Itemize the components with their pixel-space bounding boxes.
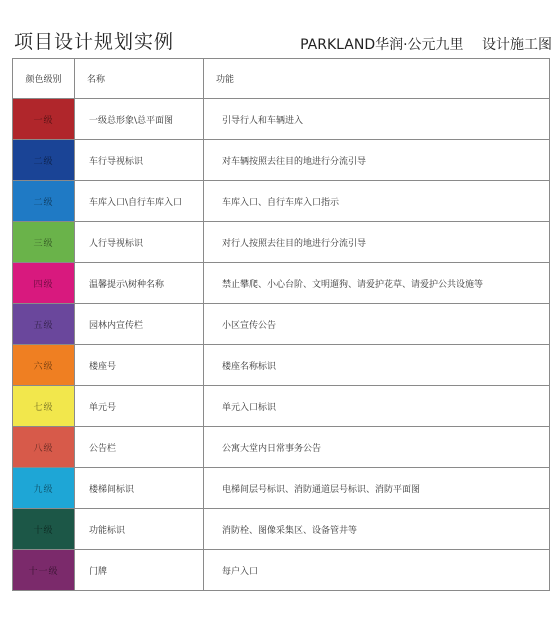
sign-name-cell: 楼梯间标识: [75, 468, 204, 509]
sign-name-cell: 功能标识: [75, 509, 204, 550]
sign-function-cell: 引导行人和车辆进入: [204, 99, 550, 140]
sign-name-cell: 人行导视标识: [75, 222, 204, 263]
sign-name-cell: 一级总形象\总平面图: [75, 99, 204, 140]
level-color-swatch: 五级: [13, 304, 75, 345]
project-name: PARKLAND华润·公元九里: [300, 37, 464, 53]
table-row: [13, 427, 550, 468]
level-color-swatch: 四级: [13, 263, 75, 304]
sign-name-cell: 公告栏: [75, 427, 204, 468]
table-body: [13, 99, 550, 591]
page-title: 项目设计规划实例: [14, 31, 175, 53]
sign-function-cell: 消防栓、图像采集区、设备管井等: [204, 509, 550, 550]
table-row: [13, 345, 550, 386]
sign-name-cell: 楼座号: [75, 345, 204, 386]
sign-function-cell: 每户入口: [204, 550, 550, 591]
level-color-swatch: 十一级: [13, 550, 75, 591]
table-row: [13, 99, 550, 140]
table-header-row: [13, 59, 550, 99]
table-row: [13, 263, 550, 304]
sign-name-cell: 车行导视标识: [75, 140, 204, 181]
table-row: [13, 304, 550, 345]
sign-function-cell: 公寓大堂内日常事务公告: [204, 427, 550, 468]
level-color-swatch: 九级: [13, 468, 75, 509]
sign-function-cell: 小区宣传公告: [204, 304, 550, 345]
table-row: [13, 386, 550, 427]
sign-name-cell: 门牌: [75, 550, 204, 591]
sign-function-cell: 楼座名称标识: [204, 345, 550, 386]
column-header-function: 功能: [204, 59, 550, 99]
signage-level-table: [12, 58, 550, 591]
level-color-swatch: 七级: [13, 386, 75, 427]
sign-name-cell: 单元号: [75, 386, 204, 427]
sign-function-cell: 对车辆按照去往目的地进行分流引导: [204, 140, 550, 181]
sign-name-cell: 车库入口\自行车库入口: [75, 181, 204, 222]
table-row: [13, 550, 550, 591]
sign-function-cell: 电梯间层号标识、消防通道层号标识、消防平面图: [204, 468, 550, 509]
project-header: [300, 34, 552, 54]
level-color-swatch: 二级: [13, 181, 75, 222]
table-row: [13, 140, 550, 181]
sign-function-cell: 车库入口、自行车库入口指示: [204, 181, 550, 222]
level-color-swatch: 三级: [13, 222, 75, 263]
level-color-swatch: 一级: [13, 99, 75, 140]
table-row: [13, 222, 550, 263]
level-color-swatch: 八级: [13, 427, 75, 468]
column-header-level: 颜色级别: [13, 59, 75, 99]
sign-name-cell: 温馨提示\树种名称: [75, 263, 204, 304]
sign-function-cell: 禁止攀爬、小心台阶、文明遛狗、请爱护花草、请爱护公共设施等: [204, 263, 550, 304]
column-header-name: 名称: [75, 59, 204, 99]
sign-function-cell: 对行人按照去往目的地进行分流引导: [204, 222, 550, 263]
table-row: [13, 181, 550, 222]
drawing-type: 设计施工图: [482, 37, 552, 53]
table-row: [13, 509, 550, 550]
table-row: [13, 468, 550, 509]
sign-function-cell: 单元入口标识: [204, 386, 550, 427]
level-color-swatch: 二级: [13, 140, 75, 181]
level-color-swatch: 六级: [13, 345, 75, 386]
sign-name-cell: 园林内宣传栏: [75, 304, 204, 345]
level-color-swatch: 十级: [13, 509, 75, 550]
